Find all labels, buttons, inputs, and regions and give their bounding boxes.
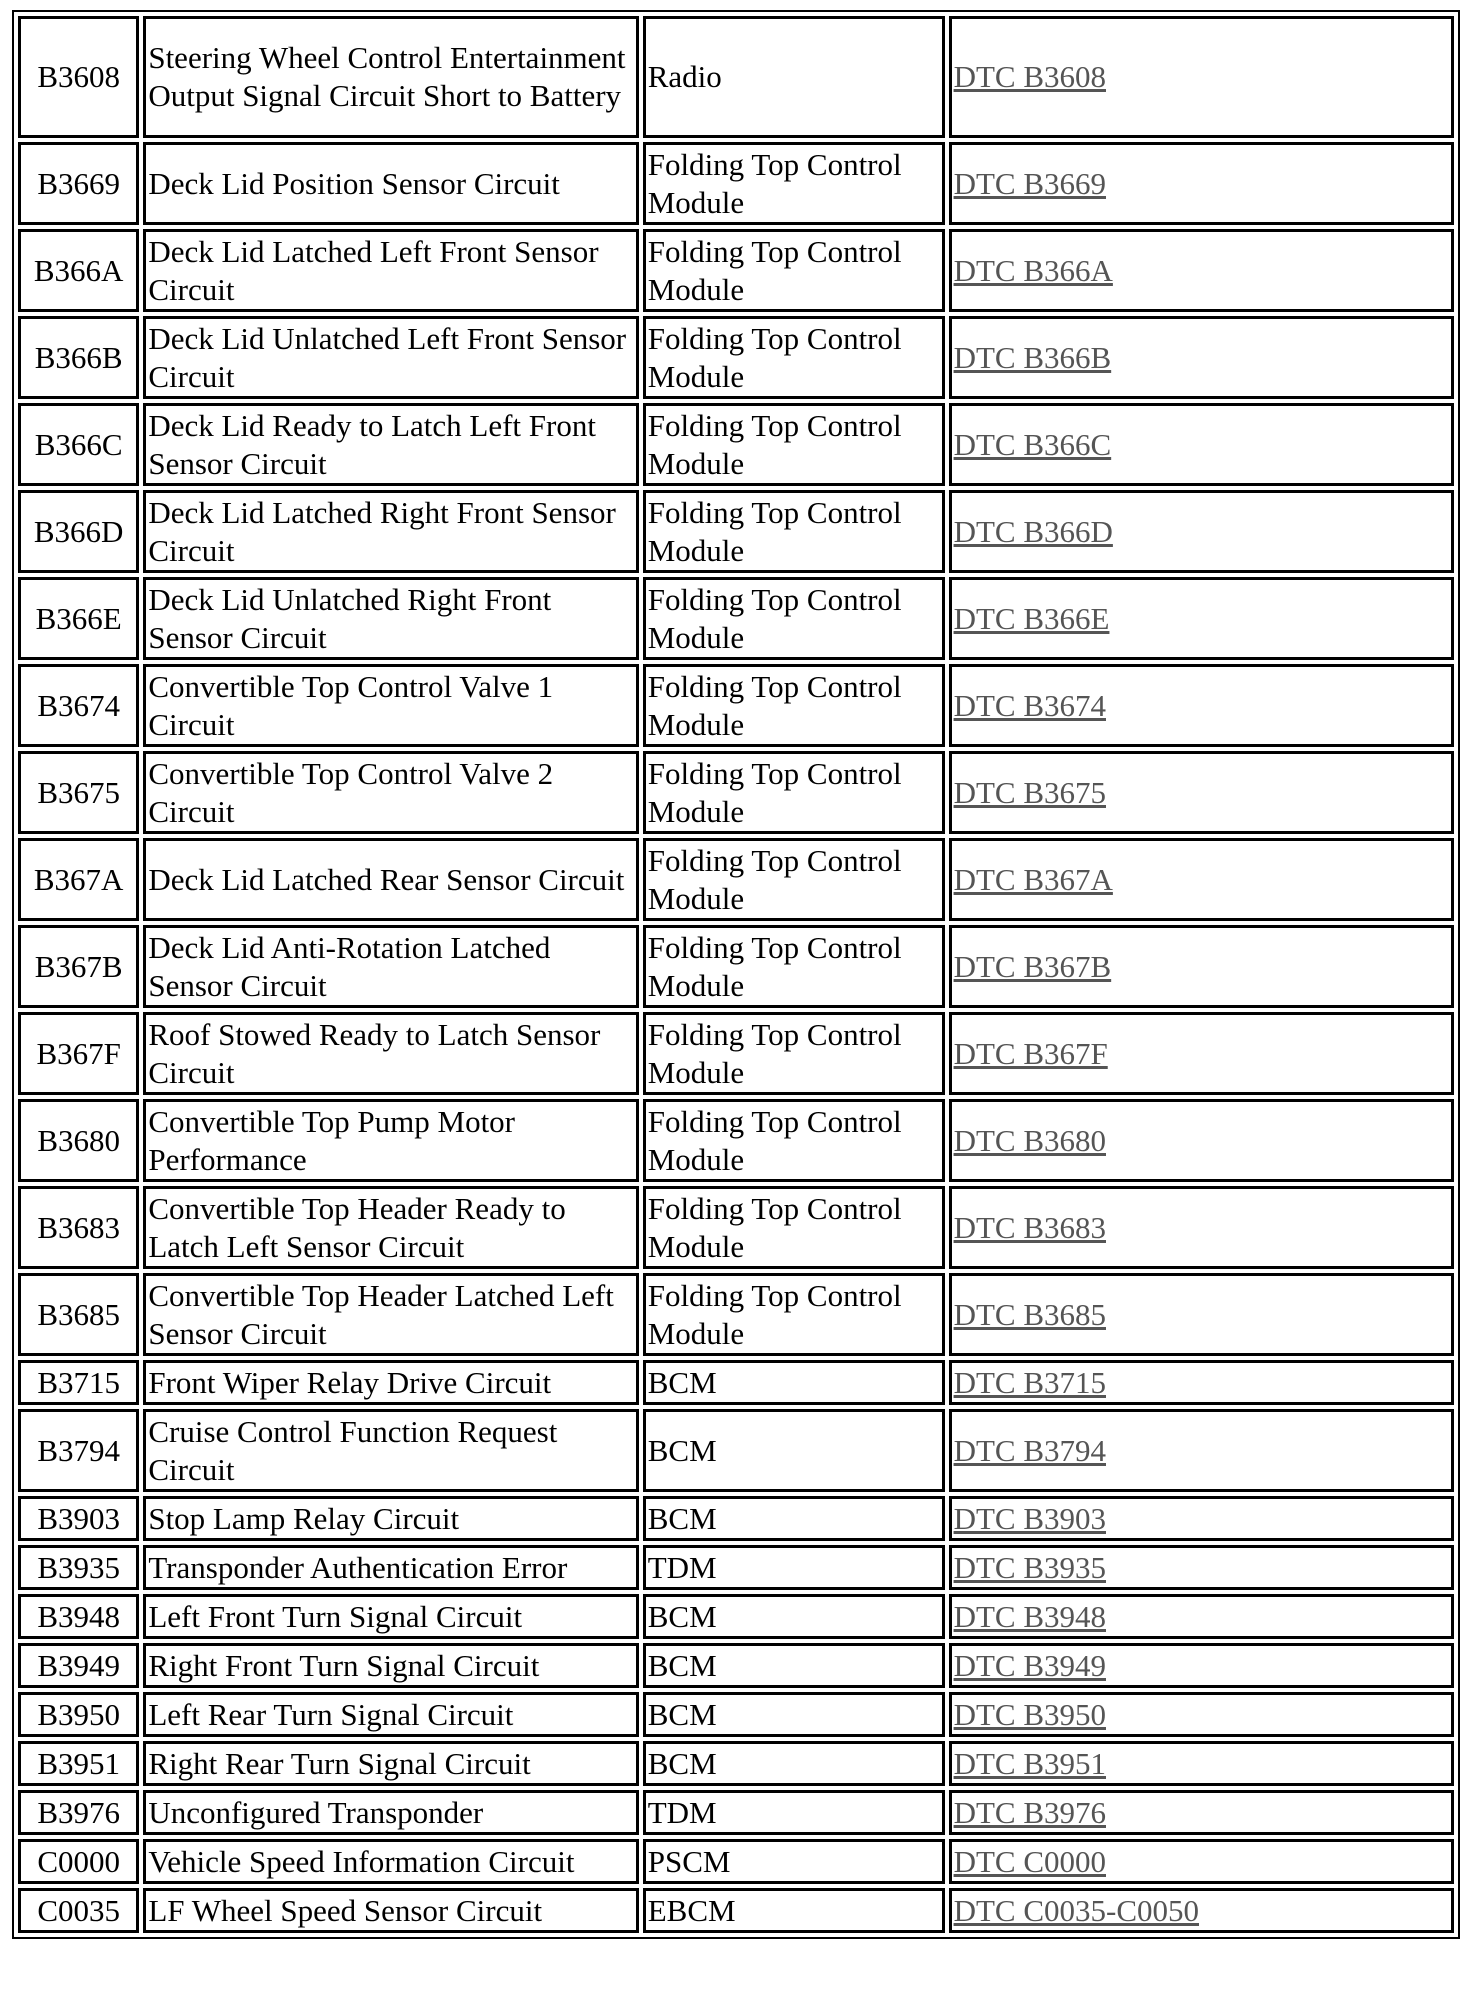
dtc-description-cell: Convertible Top Header Ready to Latch Left Sensor Circuit: [143, 1186, 638, 1269]
dtc-link[interactable]: DTC B3715: [953, 1364, 1106, 1400]
dtc-link[interactable]: DTC B367F: [953, 1035, 1108, 1071]
dtc-description-cell: Right Front Turn Signal Circuit: [143, 1643, 638, 1688]
table-row: [18, 1545, 1454, 1590]
dtc-link[interactable]: DTC B367B: [953, 948, 1112, 984]
table-row: [18, 838, 1454, 921]
dtc-module-cell: PSCM: [643, 1839, 945, 1884]
dtc-description-cell: Unconfigured Transponder: [143, 1790, 638, 1835]
dtc-link-cell: [949, 664, 1454, 747]
dtc-code-cell: B3680: [18, 1099, 139, 1182]
dtc-description-cell: Deck Lid Unlatched Right Front Sensor Circuit: [143, 577, 638, 660]
table-row: [18, 1273, 1454, 1356]
dtc-code-cell: B3948: [18, 1594, 139, 1639]
dtc-module-cell: BCM: [643, 1692, 945, 1737]
dtc-link[interactable]: DTC B3675: [953, 774, 1106, 810]
table-row: [18, 1409, 1454, 1492]
dtc-code-cell: B3949: [18, 1643, 139, 1688]
table-row: [18, 1692, 1454, 1737]
dtc-link-cell: [949, 1643, 1454, 1688]
dtc-module-cell: TDM: [643, 1545, 945, 1590]
dtc-link[interactable]: DTC B3680: [953, 1122, 1106, 1158]
table-row: [18, 1099, 1454, 1182]
dtc-code-cell: B366C: [18, 403, 139, 486]
dtc-module-cell: BCM: [643, 1594, 945, 1639]
dtc-link[interactable]: DTC B3903: [953, 1500, 1106, 1536]
dtc-link-cell: [949, 1888, 1454, 1933]
table-row: [18, 1839, 1454, 1884]
dtc-code-cell: B3951: [18, 1741, 139, 1786]
dtc-link-cell: [949, 1186, 1454, 1269]
table-row: [18, 1741, 1454, 1786]
dtc-link-cell: [949, 1741, 1454, 1786]
table-row: [18, 1360, 1454, 1405]
dtc-link[interactable]: DTC C0000: [953, 1843, 1106, 1879]
dtc-link-cell: [949, 1409, 1454, 1492]
dtc-code-cell: B3976: [18, 1790, 139, 1835]
dtc-description-cell: Front Wiper Relay Drive Circuit: [143, 1360, 638, 1405]
dtc-description-cell: Right Rear Turn Signal Circuit: [143, 1741, 638, 1786]
dtc-link[interactable]: DTC B3951: [953, 1745, 1106, 1781]
dtc-code-cell: B3903: [18, 1496, 139, 1541]
dtc-link[interactable]: DTC B3685: [953, 1296, 1106, 1332]
dtc-link[interactable]: DTC B366D: [953, 513, 1113, 549]
dtc-code-cell: B367A: [18, 838, 139, 921]
dtc-code-cell: C0035: [18, 1888, 139, 1933]
dtc-link[interactable]: DTC B366C: [953, 426, 1112, 462]
dtc-description-cell: Steering Wheel Control Entertainment Output Signal Circuit Short to Battery: [143, 16, 638, 138]
dtc-description-cell: Transponder Authentication Error: [143, 1545, 638, 1590]
dtc-description-cell: Cruise Control Function Request Circuit: [143, 1409, 638, 1492]
dtc-link[interactable]: DTC B3949: [953, 1647, 1106, 1683]
dtc-module-cell: BCM: [643, 1741, 945, 1786]
dtc-code-cell: B3683: [18, 1186, 139, 1269]
dtc-table: [12, 10, 1460, 1939]
dtc-description-cell: Vehicle Speed Information Circuit: [143, 1839, 638, 1884]
dtc-description-cell: Stop Lamp Relay Circuit: [143, 1496, 638, 1541]
dtc-description-cell: Convertible Top Control Valve 2 Circuit: [143, 751, 638, 834]
dtc-link-cell: [949, 316, 1454, 399]
dtc-code-cell: B3935: [18, 1545, 139, 1590]
dtc-code-cell: B366A: [18, 229, 139, 312]
dtc-description-cell: Convertible Top Header Latched Left Sensor Circuit: [143, 1273, 638, 1356]
dtc-link-cell: [949, 16, 1454, 138]
dtc-description-cell: LF Wheel Speed Sensor Circuit: [143, 1888, 638, 1933]
dtc-description-cell: Deck Lid Latched Rear Sensor Circuit: [143, 838, 638, 921]
table-row: [18, 490, 1454, 573]
table-row: [18, 1888, 1454, 1933]
dtc-module-cell: Radio: [643, 16, 945, 138]
dtc-link-cell: [949, 1839, 1454, 1884]
dtc-module-cell: Folding Top Control Module: [643, 925, 945, 1008]
dtc-link-cell: [949, 1790, 1454, 1835]
table-row: [18, 925, 1454, 1008]
table-row: [18, 142, 1454, 225]
dtc-module-cell: Folding Top Control Module: [643, 1186, 945, 1269]
table-row: [18, 229, 1454, 312]
table-row: [18, 664, 1454, 747]
dtc-link-cell: [949, 229, 1454, 312]
table-row: [18, 1643, 1454, 1688]
table-row: [18, 577, 1454, 660]
table-row: [18, 1186, 1454, 1269]
dtc-module-cell: Folding Top Control Module: [643, 316, 945, 399]
dtc-link-cell: [949, 1273, 1454, 1356]
dtc-link[interactable]: DTC B3608: [953, 59, 1106, 94]
table-row: [18, 403, 1454, 486]
dtc-link[interactable]: DTC B3976: [953, 1794, 1106, 1830]
dtc-module-cell: BCM: [643, 1496, 945, 1541]
dtc-link[interactable]: DTC B3794: [953, 1432, 1106, 1468]
dtc-description-cell: Deck Lid Unlatched Left Front Sensor Circuit: [143, 316, 638, 399]
dtc-link[interactable]: DTC B3950: [953, 1696, 1106, 1732]
dtc-description-cell: Deck Lid Latched Left Front Sensor Circuit: [143, 229, 638, 312]
dtc-code-cell: B366B: [18, 316, 139, 399]
dtc-link[interactable]: DTC B366E: [953, 600, 1110, 636]
dtc-description-cell: Convertible Top Pump Motor Performance: [143, 1099, 638, 1182]
dtc-module-cell: Folding Top Control Module: [643, 1012, 945, 1095]
dtc-link-cell: [949, 1360, 1454, 1405]
dtc-link[interactable]: DTC B3935: [953, 1549, 1106, 1585]
dtc-link-cell: [949, 403, 1454, 486]
dtc-link[interactable]: DTC B3683: [953, 1209, 1106, 1245]
dtc-link-cell: [949, 751, 1454, 834]
dtc-module-cell: EBCM: [643, 1888, 945, 1933]
dtc-code-cell: B3685: [18, 1273, 139, 1356]
dtc-description-cell: Deck Lid Latched Right Front Sensor Circuit: [143, 490, 638, 573]
table-row: [18, 1012, 1454, 1095]
dtc-code-cell: B3608: [18, 16, 139, 138]
dtc-link[interactable]: DTC B3948: [953, 1598, 1106, 1634]
dtc-description-cell: Left Rear Turn Signal Circuit: [143, 1692, 638, 1737]
dtc-code-cell: B366E: [18, 577, 139, 660]
dtc-module-cell: Folding Top Control Module: [643, 664, 945, 747]
dtc-link[interactable]: DTC C0035-C0050: [953, 1892, 1199, 1928]
dtc-module-cell: BCM: [643, 1643, 945, 1688]
table-row: [18, 1594, 1454, 1639]
dtc-module-cell: BCM: [643, 1409, 945, 1492]
dtc-description-cell: Deck Lid Ready to Latch Left Front Sensor Circuit: [143, 403, 638, 486]
dtc-module-cell: Folding Top Control Module: [643, 838, 945, 921]
dtc-module-cell: Folding Top Control Module: [643, 751, 945, 834]
dtc-link-cell: [949, 142, 1454, 225]
dtc-code-cell: B3674: [18, 664, 139, 747]
document-page: [12, 10, 1460, 1939]
dtc-link-cell: [949, 1545, 1454, 1590]
dtc-code-cell: B367F: [18, 1012, 139, 1095]
dtc-link-cell: [949, 1012, 1454, 1095]
dtc-link-cell: [949, 490, 1454, 573]
dtc-module-cell: Folding Top Control Module: [643, 577, 945, 660]
dtc-link[interactable]: DTC B3674: [953, 687, 1106, 723]
dtc-link-cell: [949, 1692, 1454, 1737]
table-row: [18, 751, 1454, 834]
dtc-link[interactable]: DTC B366B: [953, 339, 1112, 375]
dtc-description-cell: Deck Lid Position Sensor Circuit: [143, 142, 638, 225]
table-row: [18, 16, 1454, 138]
dtc-description-cell: Roof Stowed Ready to Latch Sensor Circuit: [143, 1012, 638, 1095]
dtc-code-cell: B3675: [18, 751, 139, 834]
dtc-code-cell: B3950: [18, 1692, 139, 1737]
dtc-module-cell: Folding Top Control Module: [643, 490, 945, 573]
dtc-link[interactable]: DTC B3669: [953, 165, 1106, 201]
dtc-link-cell: [949, 925, 1454, 1008]
dtc-link-cell: [949, 1099, 1454, 1182]
dtc-description-cell: Deck Lid Anti-Rotation Latched Sensor Circuit: [143, 925, 638, 1008]
dtc-link-cell: [949, 1594, 1454, 1639]
dtc-link-cell: [949, 577, 1454, 660]
dtc-code-cell: B3669: [18, 142, 139, 225]
dtc-code-cell: C0000: [18, 1839, 139, 1884]
table-row: [18, 1496, 1454, 1541]
dtc-module-cell: Folding Top Control Module: [643, 142, 945, 225]
dtc-link[interactable]: DTC B367A: [953, 861, 1113, 897]
dtc-link-cell: [949, 1496, 1454, 1541]
dtc-module-cell: Folding Top Control Module: [643, 229, 945, 312]
dtc-module-cell: TDM: [643, 1790, 945, 1835]
table-row: [18, 1790, 1454, 1835]
dtc-module-cell: Folding Top Control Module: [643, 1273, 945, 1356]
dtc-link-cell: [949, 838, 1454, 921]
dtc-link[interactable]: DTC B366A: [953, 252, 1113, 288]
dtc-code-cell: B3794: [18, 1409, 139, 1492]
dtc-module-cell: BCM: [643, 1360, 945, 1405]
dtc-code-cell: B367B: [18, 925, 139, 1008]
dtc-module-cell: Folding Top Control Module: [643, 1099, 945, 1182]
dtc-description-cell: Left Front Turn Signal Circuit: [143, 1594, 638, 1639]
table-row: [18, 316, 1454, 399]
dtc-description-cell: Convertible Top Control Valve 1 Circuit: [143, 664, 638, 747]
dtc-code-cell: B366D: [18, 490, 139, 573]
dtc-code-cell: B3715: [18, 1360, 139, 1405]
dtc-module-cell: Folding Top Control Module: [643, 403, 945, 486]
